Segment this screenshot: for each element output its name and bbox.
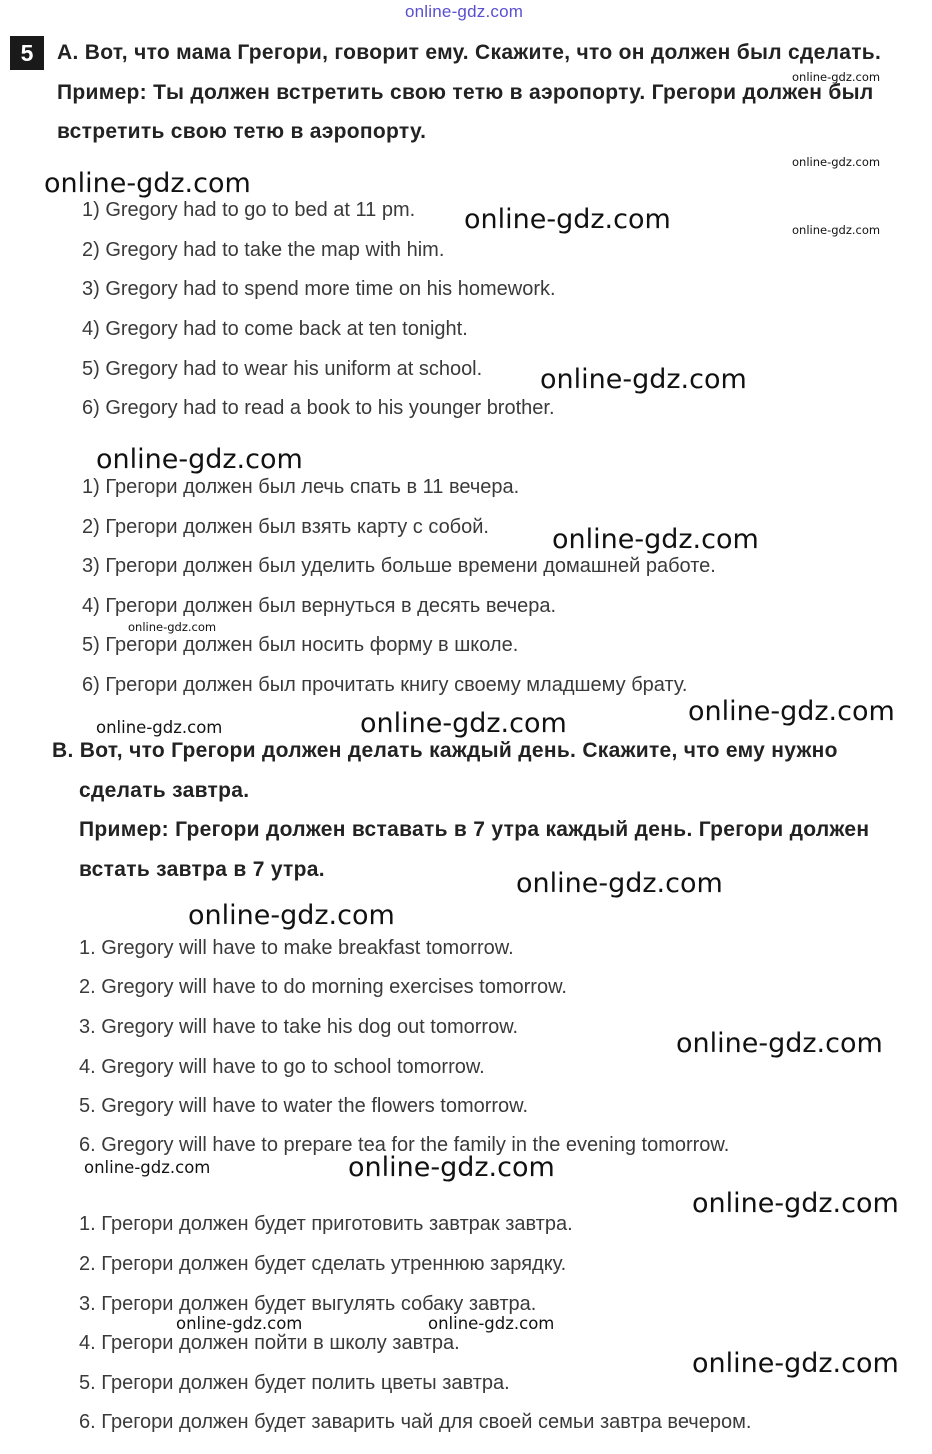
watermark: online-gdz.com	[692, 1188, 899, 1219]
section-a-ru-item-2: 2) Грегори должен был взять карту с собой.	[82, 516, 489, 538]
section-a-example-cont: встретить свою тетю в аэропорту.	[57, 120, 427, 143]
watermark: online-gdz.com	[128, 620, 217, 634]
section-a-ru-item-3: 3) Грегори должен был уделить больше времени домашней работе.	[82, 555, 716, 577]
watermark: online-gdz.com	[676, 1028, 883, 1059]
watermark: online-gdz.com	[188, 900, 395, 931]
watermark: online-gdz.com	[692, 1348, 899, 1379]
section-b-en-item-1: 1. Gregory will have to make breakfast tomorrow.	[79, 937, 514, 959]
section-b-ru-item-6: 6. Грегори должен будет заварить чай для своей семьи завтра вечером.	[79, 1411, 752, 1433]
section-a-en-item-3: 3) Gregory had to spend more time on his homework.	[82, 278, 556, 300]
watermark: online-gdz.com	[44, 168, 251, 199]
watermark: online-gdz.com	[792, 70, 881, 84]
site-header-watermark: online-gdz.com	[405, 2, 524, 21]
section-b-instruction: B. Вот, что Грегори должен делать каждый день. Скажите, что ему нужно	[52, 739, 838, 762]
section-b-en-item-6: 6. Gregory will have to prepare tea for the family in the evening tomorrow.	[79, 1134, 730, 1156]
watermark: online-gdz.com	[84, 1158, 211, 1177]
section-a-en-item-6: 6) Gregory had to read a book to his younger brother.	[82, 397, 555, 419]
section-a-en-item-5: 5) Gregory had to wear his uniform at school.	[82, 358, 483, 380]
watermark: online-gdz.com	[516, 868, 723, 899]
watermark: online-gdz.com	[792, 155, 881, 169]
watermark: online-gdz.com	[792, 223, 881, 237]
section-a-en-item-2: 2) Gregory had to take the map with him.	[82, 239, 445, 261]
watermark: online-gdz.com	[464, 204, 671, 235]
section-a-ru-item-4: 4) Грегори должен был вернуться в десять вечера.	[82, 595, 557, 617]
section-a-instruction: A. Вот, что мама Грегори, говорит ему. Скажите, что он должен был сделать.	[57, 41, 882, 64]
section-a-ru-item-5: 5) Грегори должен был носить форму в школе.	[82, 634, 519, 656]
section-a-example: Пример: Ты должен встретить свою тетю в аэропорту. Грегори должен был	[57, 81, 874, 104]
watermark: online-gdz.com	[540, 364, 747, 395]
section-a-en-item-4: 4) Gregory had to come back at ten tonight.	[82, 318, 468, 340]
section-b-en-item-5: 5. Gregory will have to water the flowers tomorrow.	[79, 1095, 529, 1117]
section-b-ru-item-1: 1. Грегори должен будет приготовить завтрак завтра.	[79, 1213, 573, 1235]
watermark: online-gdz.com	[428, 1314, 555, 1333]
section-b-example-cont: встать завтра в 7 утра.	[79, 858, 325, 881]
section-b-ru-item-5: 5. Грегори должен будет полить цветы завтра.	[79, 1372, 510, 1394]
watermark: online-gdz.com	[688, 696, 895, 727]
watermark: online-gdz.com	[96, 718, 223, 737]
section-b-ru-item-4: 4. Грегори должен пойти в школу завтра.	[79, 1332, 460, 1354]
section-b-ru-item-3: 3. Грегори должен будет выгулять собаку завтра.	[79, 1293, 537, 1315]
section-b-example: Пример: Грегори должен вставать в 7 утра каждый день. Грегори должен	[79, 818, 870, 841]
section-a-ru-item-1: 1) Грегори должен был лечь спать в 11 вечера.	[82, 476, 520, 498]
section-b-instruction-cont: сделать завтра.	[79, 779, 250, 802]
section-b-en-item-3: 3. Gregory will have to take his dog out tomorrow.	[79, 1016, 519, 1038]
section-b-ru-item-2: 2. Грегори должен будет сделать утреннюю зарядку.	[79, 1253, 567, 1275]
section-a-ru-item-6: 6) Грегори должен был прочитать книгу своему младшему брату.	[82, 674, 688, 696]
watermark: online-gdz.com	[348, 1152, 555, 1183]
watermark: online-gdz.com	[176, 1314, 303, 1333]
section-a-en-item-1: 1) Gregory had to go to bed at 11 pm.	[82, 199, 416, 221]
section-b-en-item-2: 2. Gregory will have to do morning exercises tomorrow.	[79, 976, 567, 998]
watermark: online-gdz.com	[360, 708, 567, 739]
watermark: online-gdz.com	[552, 524, 759, 555]
exercise-number-badge: 5	[10, 36, 44, 70]
section-b-en-item-4: 4. Gregory will have to go to school tomorrow.	[79, 1056, 485, 1078]
watermark: online-gdz.com	[96, 444, 303, 475]
